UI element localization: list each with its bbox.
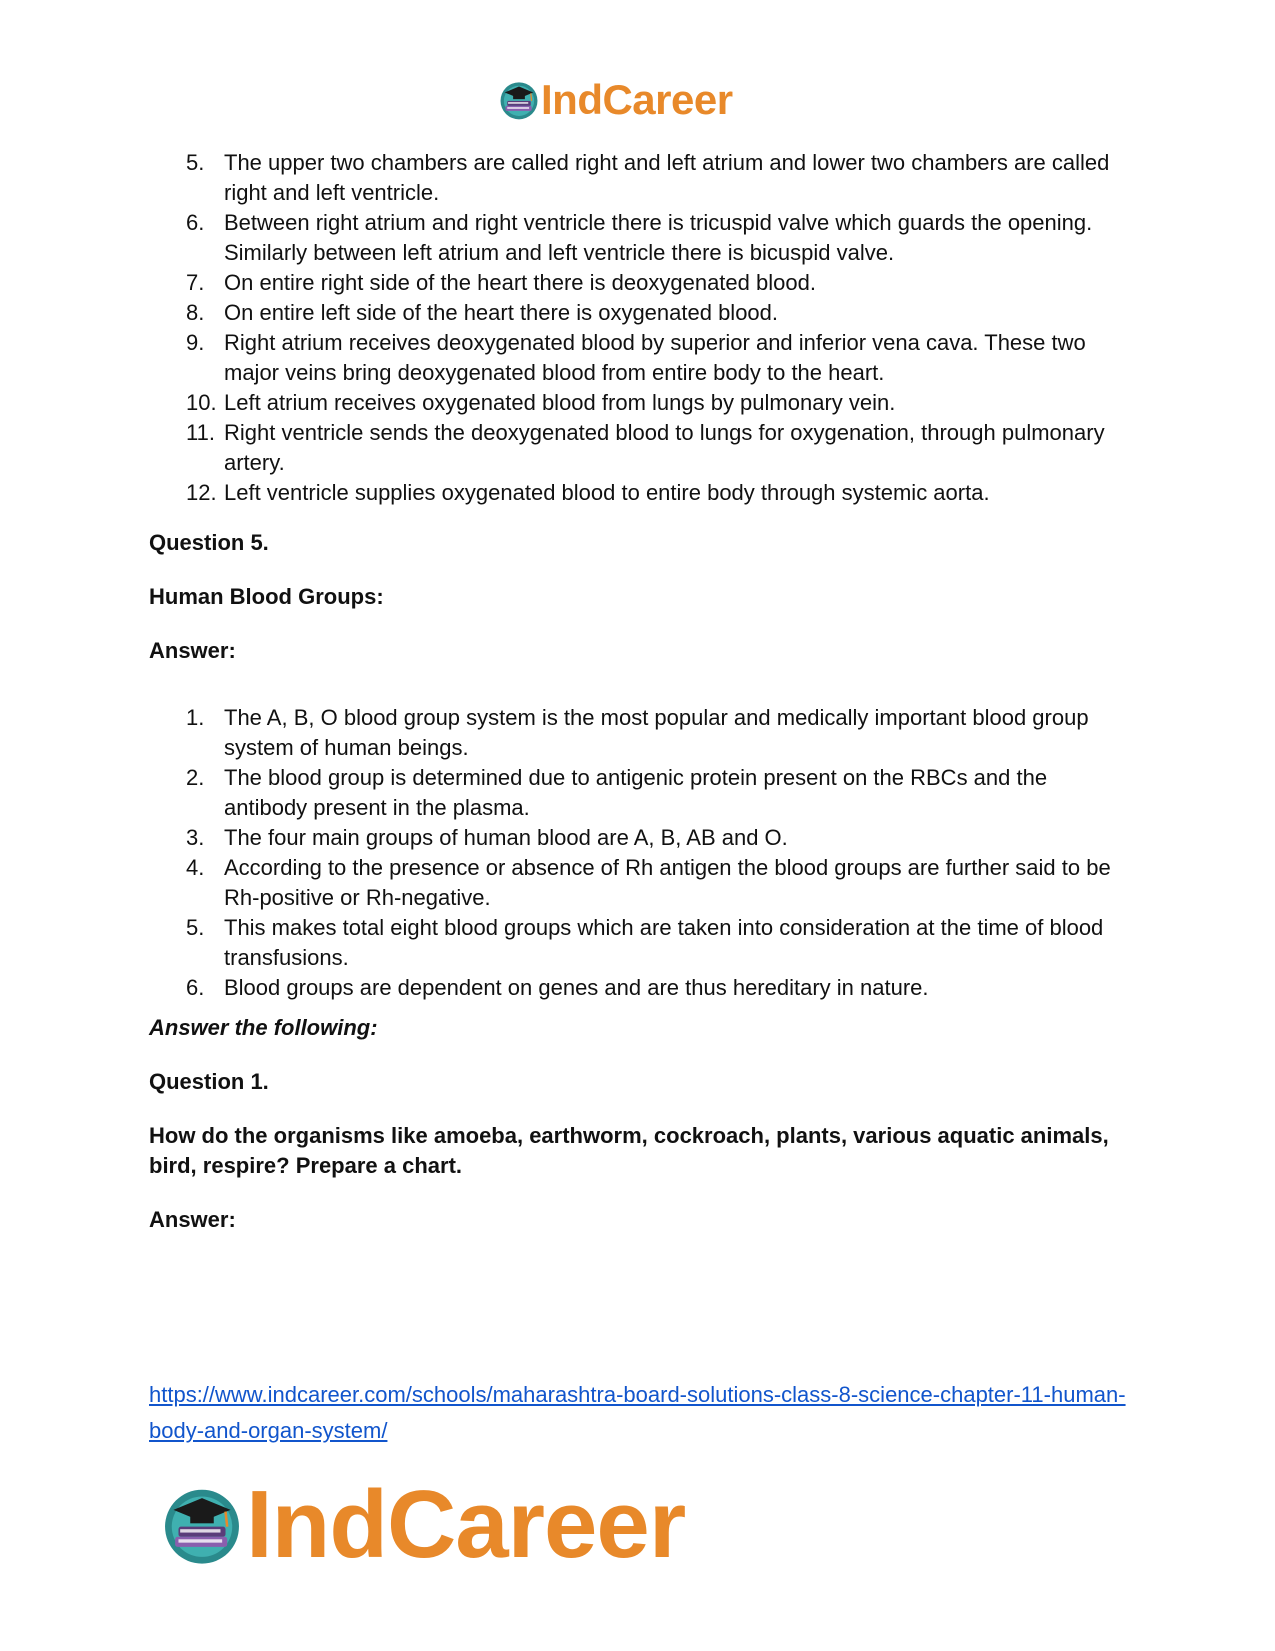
list-item: 4. According to the presence or absence of Rh antigen the blood groups are further said to be Rh-positive or Rh-negative. xyxy=(186,855,1111,910)
list-item: 2. The blood group is determined due to antigenic protein present on the RBCs and the antibody present in the plasma. xyxy=(186,765,1048,820)
header-logo xyxy=(498,76,733,124)
list-item: 5. The upper two chambers are called right and left atrium and lower two chambers are called right and left ventricle. xyxy=(186,150,1110,205)
list-item: 8. On entire left side of the heart there is oxygenated blood. xyxy=(186,300,779,325)
list-item: 5. This makes total eight blood groups which are taken into consideration at the time of blood transfusions. xyxy=(186,915,1104,970)
list-item: 1. The A, B, O blood group system is the most popular and medically important blood group system of human beings. xyxy=(186,705,1089,760)
book-graduation-cap-icon xyxy=(498,79,540,121)
list-item: 10. Left atrium receives oxygenated blood from lungs by pulmonary vein. xyxy=(186,390,896,415)
list-item: 11. Right ventricle sends the deoxygenated blood to lungs for oxygenation, through pulmonary artery. xyxy=(186,420,1105,475)
question-5-heading: Question 5. xyxy=(149,530,269,555)
list-item: 7. On entire right side of the heart there is deoxygenated blood. xyxy=(186,270,816,295)
question-1-text: How do the organisms like amoeba, earthworm, cockroach, plants, various aquatic animals, bird, respire? Prepare a chart. xyxy=(149,1123,1109,1178)
question-5-title: Human Blood Groups: xyxy=(149,584,384,609)
list-item: 9. Right atrium receives deoxygenated blood by superior and inferior vena cava. These two major veins bring deoxygenated blood from entire body to the heart. xyxy=(186,330,1086,385)
answer-label: Answer: xyxy=(149,1207,236,1232)
list-item: 3. The four main groups of human blood are A, B, AB and O. xyxy=(186,825,788,850)
question-1-heading: Question 1. xyxy=(149,1069,269,1094)
list-item: 6. Between right atrium and right ventricle there is tricuspid valve which guards the opening. Similarly between left atrium and left ventricle there is bicuspid valve. xyxy=(186,210,1093,265)
heart-list xyxy=(186,148,1136,508)
footer-logo xyxy=(160,1470,685,1580)
book-graduation-cap-icon xyxy=(160,1483,244,1567)
list-item: 6. Blood groups are dependent on genes and are thus hereditary in nature. xyxy=(186,975,929,1000)
footer-source-link[interactable]: https://www.indcareer.com/schools/maharashtra-board-solutions-class-8-science-chapter-11-human-body-and-organ-system/ xyxy=(149,1382,1126,1443)
answer-label: Answer: xyxy=(149,638,236,663)
brand-name: IndCareer xyxy=(246,1471,686,1578)
list-item: 12. Left ventricle supplies oxygenated blood to entire body through systemic aorta. xyxy=(186,480,990,505)
section-heading: Answer the following: xyxy=(149,1015,378,1040)
blood-groups-list xyxy=(186,703,1136,1003)
brand-name: IndCareer xyxy=(541,76,733,123)
